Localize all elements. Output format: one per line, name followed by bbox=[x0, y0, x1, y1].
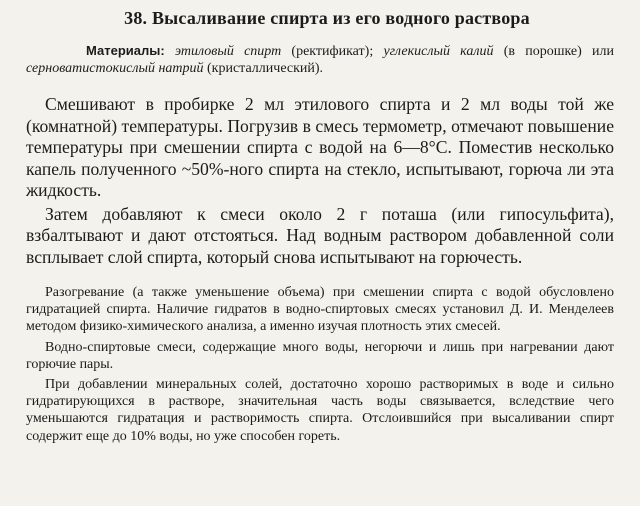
materials-label: Материалы: bbox=[86, 43, 165, 58]
material-sodium-thiosulfate: серноватистокислый натрий bbox=[26, 61, 204, 76]
materials-text-1: (ректификат); bbox=[281, 44, 384, 59]
section-title: 38. Высаливание спирта из его водного раствора bbox=[124, 8, 530, 28]
materials-text-3: (кристаллический). bbox=[203, 61, 324, 76]
note-paragraph-3: При добавлении минеральных солей, достаточно хорошо растворимых в воде и сильно гидратирующихся в растворе, значительная часть воды связывается, вследствие чего уменьшаются гидратация и растворимость спирта. Отслоившийся при высаливании спирт содержит еще до 10% воды, но уже способен гореть. bbox=[26, 377, 614, 444]
material-ethanol: этиловый спирт bbox=[174, 44, 282, 59]
materials-paragraph bbox=[26, 42, 614, 77]
note-paragraph-1: Разогревание (а также уменьшение объема) при смешении спирта с водой обусловлено гидратацией спирта. Наличие гидратов в водно-спиртовых смесях установил Д. И. Менделеев методом физико-химического анализа, а именно изучая плотность этих смесей. bbox=[26, 285, 614, 335]
procedure-paragraph-2: Затем добавляют к смеси около 2 г поташа (или гипосульфита), взбалтывают и дают отстояться. Над водным раствором добавленной соли всплывает слой спирта, который снова испытывают на горючесть. bbox=[26, 203, 614, 267]
note-paragraph-2: Водно-спиртовые смеси, содержащие много воды, негорючи и лишь при нагревании дают горючие пары. bbox=[26, 339, 614, 372]
materials-text-2: (в порошке) или bbox=[493, 44, 615, 59]
material-potassium-carbonate: углекислый калий bbox=[383, 44, 494, 59]
procedure-paragraph-1: Смешивают в пробирке 2 мл этилового спирта и 2 мл воды той же (комнатной) температуры. Погрузив в смесь термометр, отмечают повышение температуры при смешении спирта с водой на 6—8°С. Поместив несколько капель полученного ~50%-ного спирта на стекло, испытывают, горюча ли эта жидкость. bbox=[26, 94, 614, 200]
